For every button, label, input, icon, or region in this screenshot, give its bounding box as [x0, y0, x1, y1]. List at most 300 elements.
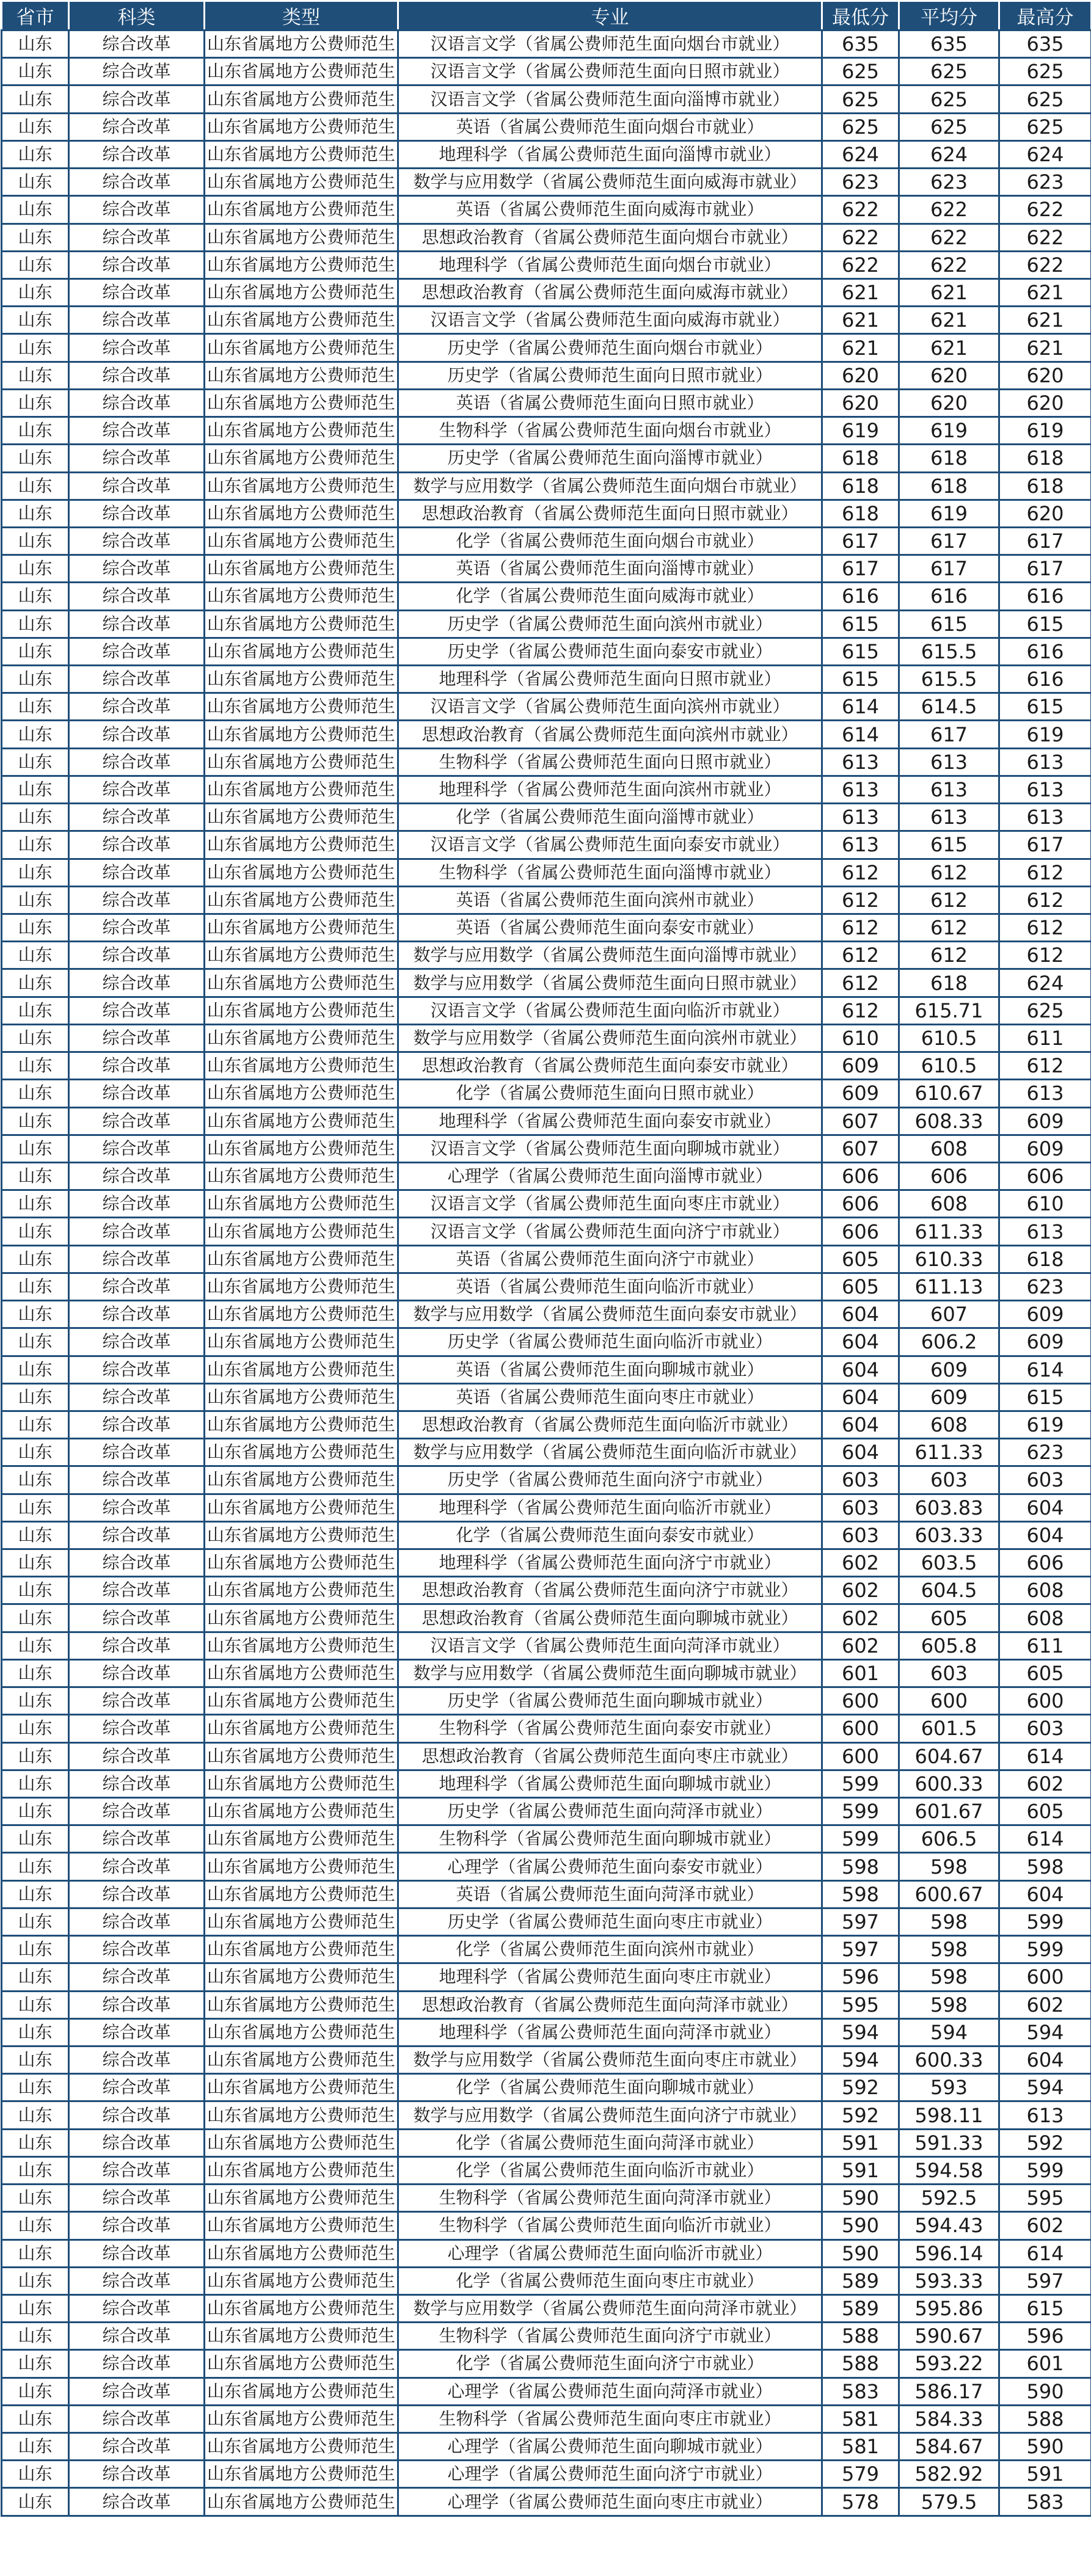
- cell-avg-score: 619: [899, 417, 999, 445]
- cell-avg-score: 603.83: [899, 1494, 999, 1521]
- cell-type: 山东省属地方公费师范生: [205, 251, 398, 278]
- cell-avg-score: 592.5: [899, 2185, 999, 2212]
- cell-min-score: 601: [822, 1659, 899, 1687]
- cell-max-score: 625: [999, 113, 1091, 140]
- cell-subject-category: 综合改革: [69, 1301, 205, 1328]
- cell-subject-category: 综合改革: [69, 2488, 205, 2516]
- cell-max-score: 590: [999, 2378, 1091, 2405]
- table-row: [2, 1218, 1091, 1245]
- cell-min-score: 609: [822, 1052, 899, 1080]
- cell-avg-score: 617: [899, 721, 999, 748]
- cell-province: 山东: [2, 58, 69, 86]
- cell-max-score: 602: [999, 1991, 1091, 2018]
- table-row: [2, 2294, 1091, 2322]
- cell-type: 山东省属地方公费师范生: [205, 721, 398, 748]
- cell-subject-category: 综合改革: [69, 1880, 205, 1908]
- cell-province: 山东: [2, 2074, 69, 2101]
- cell-min-score: 625: [822, 58, 899, 86]
- cell-max-score: 619: [999, 417, 1091, 445]
- table-row: [2, 417, 1091, 445]
- cell-province: 山东: [2, 2350, 69, 2378]
- cell-min-score: 602: [822, 1604, 899, 1632]
- cell-min-score: 604: [822, 1383, 899, 1411]
- cell-max-score: 604: [999, 1521, 1091, 1549]
- cell-avg-score: 600.33: [899, 2046, 999, 2073]
- cell-max-score: 601: [999, 2350, 1091, 2378]
- cell-major: 地理科学（省属公费师范生面向济宁市就业）: [398, 1549, 822, 1577]
- cell-province: 山东: [2, 2267, 69, 2294]
- cell-type: 山东省属地方公费师范生: [205, 776, 398, 803]
- cell-major: 数学与应用数学（省属公费师范生面向济宁市就业）: [398, 2101, 822, 2129]
- cell-avg-score: 611.13: [899, 1273, 999, 1300]
- cell-subject-category: 综合改革: [69, 1411, 205, 1438]
- cell-min-score: 602: [822, 1632, 899, 1659]
- table-row: [2, 334, 1091, 362]
- cell-subject-category: 综合改革: [69, 1052, 205, 1080]
- cell-max-score: 604: [999, 1494, 1091, 1521]
- cell-min-score: 610: [822, 1024, 899, 1052]
- cell-province: 山东: [2, 1604, 69, 1632]
- cell-type: 山东省属地方公费师范生: [205, 2156, 398, 2184]
- cell-subject-category: 综合改革: [69, 1687, 205, 1715]
- cell-province: 山东: [2, 1245, 69, 1273]
- cell-major: 汉语言文学（省属公费师范生面向枣庄市就业）: [398, 1190, 822, 1218]
- cell-major: 生物科学（省属公费师范生面向淄博市就业）: [398, 859, 822, 886]
- cell-type: 山东省属地方公费师范生: [205, 1107, 398, 1135]
- cell-type: 山东省属地方公费师范生: [205, 583, 398, 610]
- cell-avg-score: 611.33: [899, 1439, 999, 1466]
- table-row: [2, 804, 1091, 831]
- cell-min-score: 579: [822, 2461, 899, 2488]
- table-row: [2, 2074, 1091, 2101]
- cell-subject-category: 综合改革: [69, 1549, 205, 1577]
- cell-avg-score: 598: [899, 1908, 999, 1935]
- cell-max-score: 606: [999, 1549, 1091, 1577]
- cell-province: 山东: [2, 389, 69, 417]
- cell-min-score: 604: [822, 1356, 899, 1383]
- table-row: [2, 2433, 1091, 2461]
- cell-max-score: 605: [999, 1798, 1091, 1825]
- cell-min-score: 613: [822, 748, 899, 776]
- cell-avg-score: 614.5: [899, 693, 999, 721]
- cell-min-score: 604: [822, 1411, 899, 1438]
- cell-min-score: 620: [822, 389, 899, 417]
- cell-type: 山东省属地方公费师范生: [205, 1853, 398, 1880]
- cell-province: 山东: [2, 721, 69, 748]
- cell-subject-category: 综合改革: [69, 2101, 205, 2129]
- cell-avg-score: 635: [899, 31, 999, 58]
- cell-subject-category: 综合改革: [69, 1107, 205, 1135]
- table-body: [2, 31, 1091, 2516]
- cell-subject-category: 综合改革: [69, 804, 205, 831]
- cell-subject-category: 综合改革: [69, 2046, 205, 2073]
- cell-min-score: 581: [822, 2405, 899, 2432]
- table-row: [2, 169, 1091, 196]
- cell-type: 山东省属地方公费师范生: [205, 2212, 398, 2239]
- cell-max-score: 618: [999, 472, 1091, 500]
- cell-type: 山东省属地方公费师范生: [205, 2101, 398, 2129]
- cell-province: 山东: [2, 1936, 69, 1963]
- cell-province: 山东: [2, 1052, 69, 1080]
- cell-major: 地理科学（省属公费师范生面向滨州市就业）: [398, 776, 822, 803]
- cell-major: 化学（省属公费师范生面向泰安市就业）: [398, 1521, 822, 1549]
- cell-type: 山东省属地方公费师范生: [205, 1577, 398, 1604]
- cell-type: 山东省属地方公费师范生: [205, 2239, 398, 2267]
- table-row: [2, 969, 1091, 997]
- cell-province: 山东: [2, 776, 69, 803]
- cell-min-score: 591: [822, 2156, 899, 2184]
- table-row: [2, 1521, 1091, 1549]
- table-row: [2, 58, 1091, 86]
- cell-major: 数学与应用数学（省属公费师范生面向菏泽市就业）: [398, 2294, 822, 2322]
- cell-subject-category: 综合改革: [69, 500, 205, 527]
- cell-major: 思想政治教育（省属公费师范生面向日照市就业）: [398, 500, 822, 527]
- table-row: [2, 1494, 1091, 1521]
- cell-max-score: 622: [999, 251, 1091, 278]
- cell-subject-category: 综合改革: [69, 1908, 205, 1935]
- cell-major: 思想政治教育（省属公费师范生面向临沂市就业）: [398, 1411, 822, 1438]
- table-row: [2, 2018, 1091, 2046]
- cell-max-score: 613: [999, 776, 1091, 803]
- cell-subject-category: 综合改革: [69, 583, 205, 610]
- table-row: [2, 362, 1091, 389]
- cell-subject-category: 综合改革: [69, 997, 205, 1024]
- cell-max-score: 635: [999, 31, 1091, 58]
- table-row: [2, 196, 1091, 224]
- cell-province: 山东: [2, 1577, 69, 1604]
- cell-province: 山东: [2, 1107, 69, 1135]
- cell-subject-category: 综合改革: [69, 859, 205, 886]
- cell-type: 山东省属地方公费师范生: [205, 445, 398, 472]
- cell-type: 山东省属地方公费师范生: [205, 1825, 398, 1853]
- cell-min-score: 606: [822, 1190, 899, 1218]
- cell-max-score: 613: [999, 804, 1091, 831]
- cell-type: 山东省属地方公费师范生: [205, 914, 398, 942]
- cell-province: 山东: [2, 1328, 69, 1356]
- cell-min-score: 614: [822, 721, 899, 748]
- cell-type: 山东省属地方公费师范生: [205, 278, 398, 306]
- table-row: [2, 1383, 1091, 1411]
- cell-avg-score: 606.2: [899, 1328, 999, 1356]
- table-row: [2, 1908, 1091, 1935]
- table-row: [2, 1411, 1091, 1438]
- cell-avg-score: 613: [899, 804, 999, 831]
- cell-subject-category: 综合改革: [69, 831, 205, 859]
- cell-avg-score: 591.33: [899, 2129, 999, 2156]
- cell-major: 生物科学（省属公费师范生面向烟台市就业）: [398, 417, 822, 445]
- cell-avg-score: 615.5: [899, 638, 999, 665]
- cell-avg-score: 625: [899, 58, 999, 86]
- cell-type: 山东省属地方公费师范生: [205, 748, 398, 776]
- cell-max-score: 612: [999, 942, 1091, 969]
- cell-max-score: 613: [999, 2101, 1091, 2129]
- cell-province: 山东: [2, 942, 69, 969]
- cell-subject-category: 综合改革: [69, 2294, 205, 2322]
- cell-avg-score: 606: [899, 1162, 999, 1190]
- table-row: [2, 2461, 1091, 2488]
- cell-min-score: 599: [822, 1825, 899, 1853]
- cell-province: 山东: [2, 1963, 69, 1991]
- cell-avg-score: 609: [899, 1383, 999, 1411]
- cell-type: 山东省属地方公费师范生: [205, 1991, 398, 2018]
- cell-subject-category: 综合改革: [69, 1328, 205, 1356]
- cell-province: 山东: [2, 2212, 69, 2239]
- table-row: [2, 638, 1091, 665]
- cell-subject-category: 综合改革: [69, 1273, 205, 1300]
- table-row: [2, 2350, 1091, 2378]
- cell-type: 山东省属地方公费师范生: [205, 2461, 398, 2488]
- cell-type: 山东省属地方公费师范生: [205, 2074, 398, 2101]
- cell-major: 英语（省属公费师范生面向日照市就业）: [398, 389, 822, 417]
- cell-min-score: 602: [822, 1577, 899, 1604]
- cell-type: 山东省属地方公费师范生: [205, 1273, 398, 1300]
- cell-min-score: 612: [822, 886, 899, 914]
- cell-subject-category: 综合改革: [69, 169, 205, 196]
- cell-type: 山东省属地方公费师范生: [205, 2405, 398, 2432]
- cell-major: 心理学（省属公费师范生面向菏泽市就业）: [398, 2378, 822, 2405]
- cell-type: 山东省属地方公费师范生: [205, 2129, 398, 2156]
- cell-province: 山东: [2, 1135, 69, 1162]
- cell-subject-category: 综合改革: [69, 1162, 205, 1190]
- cell-avg-score: 590.67: [899, 2323, 999, 2350]
- cell-province: 山东: [2, 31, 69, 58]
- cell-province: 山东: [2, 1825, 69, 1853]
- cell-subject-category: 综合改革: [69, 472, 205, 500]
- cell-subject-category: 综合改革: [69, 2323, 205, 2350]
- cell-max-score: 615: [999, 693, 1091, 721]
- cell-max-score: 608: [999, 1604, 1091, 1632]
- cell-max-score: 595: [999, 2185, 1091, 2212]
- cell-avg-score: 620: [899, 389, 999, 417]
- table-row: [2, 307, 1091, 334]
- cell-max-score: 621: [999, 334, 1091, 362]
- cell-type: 山东省属地方公费师范生: [205, 1162, 398, 1190]
- cell-min-score: 604: [822, 1301, 899, 1328]
- cell-avg-score: 624: [899, 140, 999, 168]
- cell-avg-score: 612: [899, 859, 999, 886]
- cell-subject-category: 综合改革: [69, 1439, 205, 1466]
- cell-avg-score: 600: [899, 1687, 999, 1715]
- table-row: [2, 610, 1091, 638]
- cell-min-score: 621: [822, 278, 899, 306]
- table-row: [2, 2405, 1091, 2432]
- cell-avg-score: 620: [899, 362, 999, 389]
- table-row: [2, 1024, 1091, 1052]
- table-row: [2, 555, 1091, 583]
- cell-avg-score: 622: [899, 196, 999, 224]
- cell-subject-category: 综合改革: [69, 2350, 205, 2378]
- cell-province: 山东: [2, 196, 69, 224]
- cell-province: 山东: [2, 2101, 69, 2129]
- cell-min-score: 605: [822, 1273, 899, 1300]
- cell-subject-category: 综合改革: [69, 1798, 205, 1825]
- cell-avg-score: 613: [899, 748, 999, 776]
- cell-min-score: 603: [822, 1466, 899, 1494]
- table-row: [2, 389, 1091, 417]
- cell-avg-score: 594.58: [899, 2156, 999, 2184]
- cell-max-score: 622: [999, 224, 1091, 251]
- table-row: [2, 1687, 1091, 1715]
- cell-major: 汉语言文学（省属公费师范生面向淄博市就业）: [398, 86, 822, 113]
- cell-min-score: 635: [822, 31, 899, 58]
- table-row: [2, 1880, 1091, 1908]
- cell-major: 汉语言文学（省属公费师范生面向聊城市就业）: [398, 1135, 822, 1162]
- cell-type: 山东省属地方公费师范生: [205, 1908, 398, 1935]
- cell-avg-score: 606.5: [899, 1825, 999, 1853]
- cell-province: 山东: [2, 140, 69, 168]
- cell-min-score: 617: [822, 555, 899, 583]
- cell-province: 山东: [2, 2405, 69, 2432]
- cell-major: 心理学（省属公费师范生面向济宁市就业）: [398, 2461, 822, 2488]
- cell-province: 山东: [2, 1742, 69, 1770]
- table-row: [2, 1356, 1091, 1383]
- cell-province: 山东: [2, 224, 69, 251]
- cell-major: 历史学（省属公费师范生面向泰安市就业）: [398, 638, 822, 665]
- cell-type: 山东省属地方公费师范生: [205, 2433, 398, 2461]
- cell-avg-score: 598: [899, 1853, 999, 1880]
- cell-subject-category: 综合改革: [69, 251, 205, 278]
- cell-major: 地理科学（省属公费师范生面向泰安市就业）: [398, 1107, 822, 1135]
- cell-min-score: 599: [822, 1770, 899, 1797]
- cell-subject-category: 综合改革: [69, 555, 205, 583]
- cell-major: 数学与应用数学（省属公费师范生面向聊城市就业）: [398, 1659, 822, 1687]
- cell-type: 山东省属地方公费师范生: [205, 1604, 398, 1632]
- cell-avg-score: 586.17: [899, 2378, 999, 2405]
- cell-major: 化学（省属公费师范生面向济宁市就业）: [398, 2350, 822, 2378]
- cell-major: 汉语言文学（省属公费师范生面向临沂市就业）: [398, 997, 822, 1024]
- cell-min-score: 625: [822, 86, 899, 113]
- cell-min-score: 612: [822, 859, 899, 886]
- cell-province: 山东: [2, 1687, 69, 1715]
- cell-subject-category: 综合改革: [69, 224, 205, 251]
- cell-max-score: 611: [999, 1024, 1091, 1052]
- cell-max-score: 618: [999, 1245, 1091, 1273]
- cell-major: 生物科学（省属公费师范生面向临沂市就业）: [398, 2212, 822, 2239]
- cell-province: 山东: [2, 251, 69, 278]
- cell-type: 山东省属地方公费师范生: [205, 362, 398, 389]
- cell-avg-score: 617: [899, 555, 999, 583]
- cell-subject-category: 综合改革: [69, 2129, 205, 2156]
- cell-min-score: 606: [822, 1218, 899, 1245]
- cell-max-score: 605: [999, 1659, 1091, 1687]
- table-row: [2, 1135, 1091, 1162]
- cell-province: 山东: [2, 307, 69, 334]
- cell-province: 山东: [2, 914, 69, 942]
- cell-province: 山东: [2, 886, 69, 914]
- cell-max-score: 615: [999, 610, 1091, 638]
- cell-avg-score: 593.33: [899, 2267, 999, 2294]
- cell-subject-category: 综合改革: [69, 31, 205, 58]
- cell-min-score: 578: [822, 2488, 899, 2516]
- cell-min-score: 604: [822, 1328, 899, 1356]
- cell-max-score: 617: [999, 831, 1091, 859]
- cell-province: 山东: [2, 1411, 69, 1438]
- cell-subject-category: 综合改革: [69, 58, 205, 86]
- cell-major: 思想政治教育（省属公费师范生面向聊城市就业）: [398, 1604, 822, 1632]
- table-row: [2, 1825, 1091, 1853]
- cell-avg-score: 607: [899, 1301, 999, 1328]
- cell-subject-category: 综合改革: [69, 113, 205, 140]
- cell-province: 山东: [2, 2018, 69, 2046]
- table-row: [2, 2212, 1091, 2239]
- cell-max-score: 611: [999, 1632, 1091, 1659]
- cell-min-score: 621: [822, 307, 899, 334]
- cell-major: 英语（省属公费师范生面向泰安市就业）: [398, 914, 822, 942]
- cell-avg-score: 603: [899, 1466, 999, 1494]
- cell-min-score: 623: [822, 169, 899, 196]
- cell-max-score: 620: [999, 362, 1091, 389]
- table-row: [2, 1328, 1091, 1356]
- cell-major: 心理学（省属公费师范生面向枣庄市就业）: [398, 2488, 822, 2516]
- cell-province: 山东: [2, 2461, 69, 2488]
- cell-type: 山东省属地方公费师范生: [205, 500, 398, 527]
- cell-subject-category: 综合改革: [69, 2267, 205, 2294]
- cell-avg-score: 612: [899, 914, 999, 942]
- cell-min-score: 615: [822, 610, 899, 638]
- cell-subject-category: 综合改革: [69, 2212, 205, 2239]
- cell-max-score: 610: [999, 1190, 1091, 1218]
- cell-avg-score: 605: [899, 1604, 999, 1632]
- cell-province: 山东: [2, 859, 69, 886]
- cell-type: 山东省属地方公费师范生: [205, 610, 398, 638]
- cell-type: 山东省属地方公费师范生: [205, 1687, 398, 1715]
- cell-max-score: 609: [999, 1135, 1091, 1162]
- cell-min-score: 602: [822, 1549, 899, 1577]
- cell-subject-category: 综合改革: [69, 1024, 205, 1052]
- header-province: 省市: [2, 1, 69, 31]
- cell-subject-category: 综合改革: [69, 2185, 205, 2212]
- table-row: [2, 472, 1091, 500]
- cell-type: 山东省属地方公费师范生: [205, 859, 398, 886]
- cell-province: 山东: [2, 278, 69, 306]
- cell-subject-category: 综合改革: [69, 2018, 205, 2046]
- cell-subject-category: 综合改革: [69, 748, 205, 776]
- cell-avg-score: 621: [899, 278, 999, 306]
- cell-min-score: 612: [822, 914, 899, 942]
- cell-major: 地理科学（省属公费师范生面向枣庄市就业）: [398, 1963, 822, 1991]
- cell-min-score: 607: [822, 1107, 899, 1135]
- table-row: [2, 1770, 1091, 1797]
- cell-province: 山东: [2, 417, 69, 445]
- cell-subject-category: 综合改革: [69, 1770, 205, 1797]
- cell-type: 山东省属地方公费师范生: [205, 1190, 398, 1218]
- cell-avg-score: 593.22: [899, 2350, 999, 2378]
- cell-min-score: 612: [822, 942, 899, 969]
- table-row: [2, 1632, 1091, 1659]
- cell-major: 数学与应用数学（省属公费师范生面向日照市就业）: [398, 969, 822, 997]
- cell-avg-score: 594.43: [899, 2212, 999, 2239]
- cell-province: 山东: [2, 1632, 69, 1659]
- cell-type: 山东省属地方公费师范生: [205, 1549, 398, 1577]
- cell-type: 山东省属地方公费师范生: [205, 1770, 398, 1797]
- cell-type: 山东省属地方公费师范生: [205, 224, 398, 251]
- cell-subject-category: 综合改革: [69, 1604, 205, 1632]
- cell-major: 地理科学（省属公费师范生面向淄博市就业）: [398, 140, 822, 168]
- cell-type: 山东省属地方公费师范生: [205, 1880, 398, 1908]
- cell-min-score: 615: [822, 666, 899, 693]
- cell-major: 历史学（省属公费师范生面向济宁市就业）: [398, 1466, 822, 1494]
- cell-type: 山东省属地方公费师范生: [205, 334, 398, 362]
- table-row: [2, 693, 1091, 721]
- cell-min-score: 609: [822, 1080, 899, 1107]
- cell-type: 山东省属地方公费师范生: [205, 666, 398, 693]
- cell-major: 历史学（省属公费师范生面向临沂市就业）: [398, 1328, 822, 1356]
- cell-min-score: 618: [822, 500, 899, 527]
- cell-major: 生物科学（省属公费师范生面向济宁市就业）: [398, 2323, 822, 2350]
- cell-subject-category: 综合改革: [69, 334, 205, 362]
- cell-max-score: 594: [999, 2074, 1091, 2101]
- table-row: [2, 1798, 1091, 1825]
